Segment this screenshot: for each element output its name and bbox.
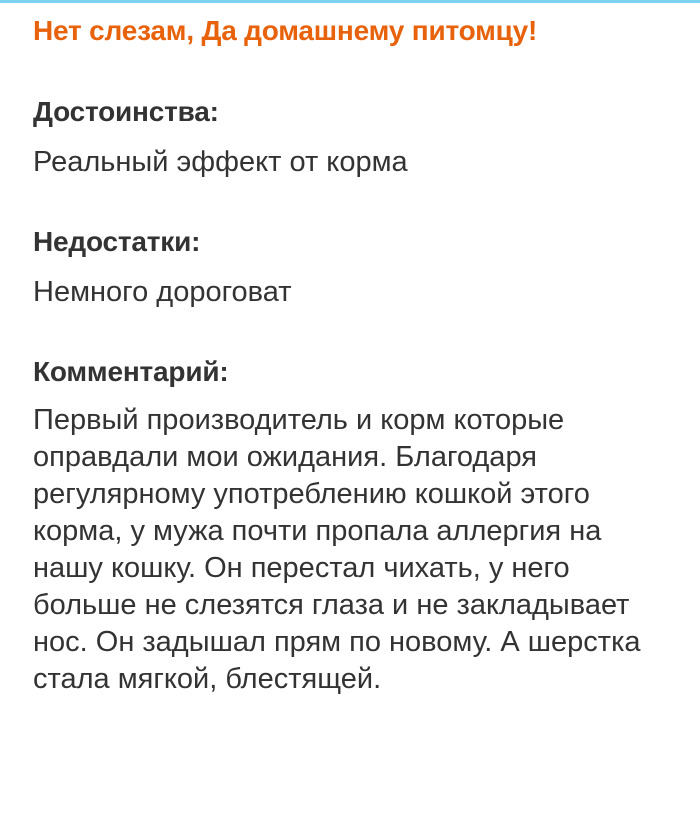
pros-heading: Достоинства: xyxy=(33,96,219,127)
cons-text: Немного дороговат xyxy=(33,276,292,308)
review-title: Нет слезам, Да домашнему питомцу! xyxy=(33,15,538,46)
top-divider xyxy=(0,0,700,3)
comment-text: Первый производитель и корм которые оправдали мои ожидания. Благодаря регулярному употреблению кошкой этого корма, у мужа почти пропала аллергия на нашу кошку. Он перестал чихать, у него больше не слезятся глаза и не закладывает нос. Он задышал прям по новому. А шерстка стала мягкой, блестящей. xyxy=(33,404,641,695)
cons-heading: Недостатки: xyxy=(33,226,201,257)
pros-text: Реальный эффект от корма xyxy=(33,146,408,178)
review-card xyxy=(33,12,683,698)
comment-heading: Комментарий: xyxy=(33,356,229,387)
